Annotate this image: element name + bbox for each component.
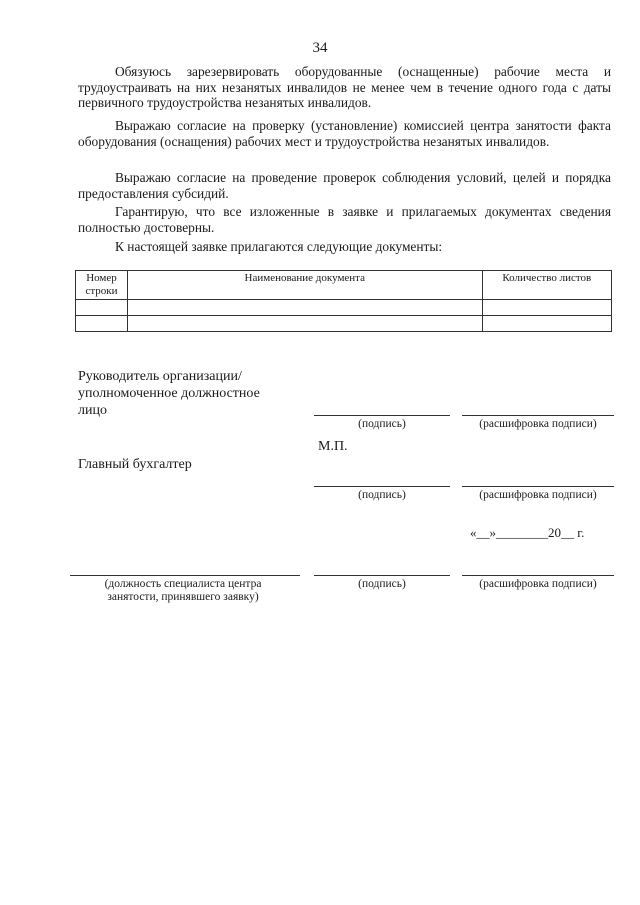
specialist-decoding-line[interactable] <box>462 575 614 576</box>
paragraph-attachments-intro: К настоящей заявке прилагаются следующие документы: <box>115 239 443 254</box>
paragraph-consent-checks: Выражаю согласие на проведение проверок соблюдения условий, целей и порядка предоставления субсидий. <box>78 170 611 201</box>
table-cell[interactable] <box>76 300 128 316</box>
accountant-signature-caption: (подпись) <box>358 489 406 501</box>
table-cell[interactable] <box>127 316 482 332</box>
paragraph-reserve-jobs: Обязуюсь зарезервировать оборудованные (оснащенные) рабочие места и трудоустраивать на них незанятых инвалидов не менее чем в течение одного года с даты первичного трудоустройства незанятых инвалидов. <box>78 64 611 111</box>
specialist-position-line[interactable] <box>70 575 300 576</box>
head-of-organization-label: Руководитель организации/ уполномоченное должностное лицо <box>78 369 260 418</box>
page-number: 34 <box>312 40 328 56</box>
specialist-position-caption: (должность специалиста центра занятости, принявшего заявку) <box>104 578 262 603</box>
table-cell[interactable] <box>127 300 482 316</box>
accountant-decoding-line[interactable] <box>462 486 614 487</box>
table-cell[interactable] <box>482 316 611 332</box>
stamp-placeholder: М.П. <box>318 439 348 454</box>
header-row-number: Номер строки <box>76 271 128 300</box>
head-decoding-caption: (расшифровка подписи) <box>479 418 597 430</box>
accountant-signature-line[interactable] <box>314 486 450 487</box>
date-field[interactable]: «__»________20__ г. <box>470 525 585 540</box>
table-cell[interactable] <box>76 316 128 332</box>
documents-table <box>75 270 612 332</box>
head-decoding-line[interactable] <box>462 415 614 416</box>
table-header-row <box>76 271 612 300</box>
accountant-decoding-caption: (расшифровка подписи) <box>479 489 597 501</box>
chief-accountant-label: Главный бухгалтер <box>78 457 192 472</box>
header-sheet-count: Количество листов <box>482 271 611 300</box>
header-document-name: Наименование документа <box>127 271 482 300</box>
table-row <box>76 300 612 316</box>
table-cell[interactable] <box>482 300 611 316</box>
table-row <box>76 316 612 332</box>
paragraph-guarantee: Гарантирую, что все изложенные в заявке и прилагаемых документах сведения полностью достоверны. <box>78 204 611 235</box>
head-signature-line[interactable] <box>314 415 450 416</box>
specialist-signature-caption: (подпись) <box>358 578 406 590</box>
head-signature-caption: (подпись) <box>358 418 406 430</box>
specialist-decoding-caption: (расшифровка подписи) <box>479 578 597 590</box>
specialist-signature-line[interactable] <box>314 575 450 576</box>
paragraph-consent-commission: Выражаю согласие на проверку (установление) комиссией центра занятости факта оборудования (оснащения) рабочих мест и трудоустройства незанятых инвалидов. <box>78 118 611 149</box>
